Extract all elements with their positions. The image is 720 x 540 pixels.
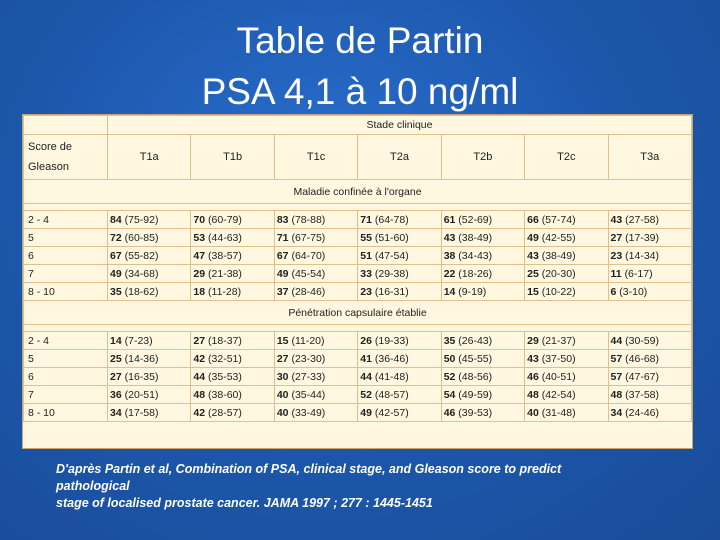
probability-cell — [608, 332, 691, 350]
probability-value: 83 — [276, 213, 289, 226]
confidence-interval: (19-33) — [374, 334, 409, 347]
probability-cell — [525, 386, 608, 404]
gleason-score-cell: 6 — [24, 368, 108, 386]
gleason-score-cell: 7 — [24, 265, 108, 283]
gleason-score-cell: 8 - 10 — [24, 283, 108, 301]
probability-cell — [608, 247, 691, 265]
probability-value: 43 — [527, 249, 539, 262]
gleason-score-cell: 8 - 10 — [24, 404, 108, 422]
probability-cell — [525, 265, 608, 283]
probability-value: 46 — [443, 406, 456, 419]
confidence-interval: (60-79) — [208, 213, 242, 226]
gleason-score-cell: 6 — [24, 247, 108, 265]
column-header-t3a: T3a — [608, 135, 691, 180]
confidence-interval: (20-30) — [541, 267, 576, 280]
confidence-interval: (39-53) — [458, 406, 493, 419]
probability-value: 43 — [527, 352, 539, 365]
confidence-interval: (29-38) — [374, 267, 409, 280]
confidence-interval: (27-58) — [625, 213, 659, 226]
table-row — [24, 368, 692, 386]
table-row — [24, 265, 692, 283]
gleason-header — [24, 135, 108, 180]
probability-value: 44 — [193, 370, 206, 383]
confidence-interval: (51-60) — [374, 231, 409, 244]
confidence-interval: (41-48) — [374, 370, 409, 383]
probability-cell — [274, 386, 357, 404]
probability-value: 25 — [110, 352, 122, 365]
probability-cell — [358, 386, 441, 404]
confidence-interval: (36-46) — [374, 352, 409, 365]
probability-cell — [525, 229, 608, 247]
confidence-interval: (14-36) — [124, 352, 159, 365]
probability-cell — [191, 350, 274, 368]
probability-value: 70 — [193, 213, 206, 226]
probability-cell — [274, 350, 357, 368]
confidence-interval: (14-34) — [625, 249, 659, 262]
probability-cell — [274, 283, 357, 301]
probability-cell — [441, 332, 524, 350]
probability-cell — [108, 247, 191, 265]
probability-cell — [441, 404, 524, 422]
empty-corner-cell — [24, 116, 108, 135]
probability-value: 49 — [110, 267, 122, 280]
probability-value: 84 — [110, 213, 122, 226]
confidence-interval: (27-33) — [291, 370, 326, 383]
probability-cell — [108, 332, 191, 350]
page-subtitle: PSA 4,1 à 10 ng/ml — [201, 71, 519, 112]
probability-value: 36 — [110, 388, 122, 401]
probability-cell — [608, 386, 691, 404]
probability-cell — [274, 404, 357, 422]
probability-cell — [108, 404, 191, 422]
probability-cell — [441, 386, 524, 404]
spacer-cell — [24, 204, 692, 211]
probability-value: 14 — [110, 334, 122, 347]
probability-value: 51 — [360, 249, 372, 262]
probability-value: 49 — [527, 231, 539, 244]
confidence-interval: (21-37) — [541, 334, 576, 347]
probability-cell — [608, 211, 691, 229]
confidence-interval: (18-62) — [124, 285, 159, 298]
probability-value: 43 — [610, 213, 623, 226]
caption-line-3: stage of localised prostate cancer. JAMA 1997 ; 277 : 1445-1451 — [56, 496, 433, 510]
probability-cell — [608, 404, 691, 422]
probability-value: 40 — [527, 406, 539, 419]
probability-value: 30 — [276, 370, 289, 383]
confidence-interval: (30-59) — [625, 334, 659, 347]
probability-cell — [274, 211, 357, 229]
probability-cell — [441, 247, 524, 265]
probability-value: 72 — [110, 231, 122, 244]
confidence-interval: (11-20) — [291, 334, 325, 347]
confidence-interval: (33-49) — [291, 406, 326, 419]
column-header-t1c: T1c — [274, 135, 357, 180]
confidence-interval: (28-46) — [291, 285, 326, 298]
probability-value: 29 — [527, 334, 539, 347]
probability-value: 42 — [193, 406, 206, 419]
confidence-interval: (21-38) — [208, 267, 242, 280]
confidence-interval: (35-44) — [291, 388, 326, 401]
confidence-interval: (9-19) — [458, 285, 487, 298]
confidence-interval: (17-58) — [124, 406, 159, 419]
probability-cell — [108, 368, 191, 386]
confidence-interval: (37-58) — [625, 388, 659, 401]
probability-cell — [608, 265, 691, 283]
confidence-interval: (16-35) — [124, 370, 159, 383]
confidence-interval: (48-56) — [458, 370, 493, 383]
confidence-interval: (20-51) — [124, 388, 159, 401]
gleason-header-line1: Score de — [28, 141, 73, 153]
confidence-interval: (47-67) — [625, 370, 659, 383]
confidence-interval: (3-10) — [619, 285, 648, 298]
probability-cell — [441, 265, 524, 283]
confidence-interval: (17-39) — [625, 231, 659, 244]
confidence-interval: (16-31) — [374, 285, 409, 298]
probability-value: 34 — [110, 406, 122, 419]
confidence-interval: (37-50) — [541, 352, 576, 365]
probability-cell — [274, 229, 357, 247]
table-row — [24, 350, 692, 368]
probability-value: 46 — [527, 370, 539, 383]
probability-value: 15 — [527, 285, 539, 298]
probability-value: 67 — [276, 249, 289, 262]
spacer-row — [24, 204, 692, 211]
confidence-interval: (47-54) — [374, 249, 409, 262]
probability-cell — [525, 404, 608, 422]
table-row — [24, 283, 692, 301]
confidence-interval: (57-74) — [541, 213, 576, 226]
probability-cell — [525, 247, 608, 265]
confidence-interval: (55-82) — [124, 249, 159, 262]
probability-cell — [358, 265, 441, 283]
probability-value: 40 — [276, 388, 289, 401]
probability-value: 38 — [443, 249, 456, 262]
table-row — [24, 404, 692, 422]
probability-value: 52 — [360, 388, 372, 401]
probability-cell — [358, 283, 441, 301]
confidence-interval: (31-48) — [541, 406, 576, 419]
confidence-interval: (38-60) — [208, 388, 242, 401]
gleason-score-cell: 2 - 4 — [24, 332, 108, 350]
probability-value: 42 — [193, 352, 206, 365]
probability-value: 47 — [193, 249, 206, 262]
table-header-row — [24, 116, 692, 135]
probability-value: 49 — [276, 267, 289, 280]
probability-cell — [608, 229, 691, 247]
probability-cell — [108, 229, 191, 247]
probability-cell — [191, 229, 274, 247]
confidence-interval: (67-75) — [291, 231, 326, 244]
confidence-interval: (40-51) — [541, 370, 576, 383]
probability-value: 23 — [610, 249, 623, 262]
stade-clinique-header: Stade clinique — [108, 116, 692, 135]
probability-value: 52 — [443, 370, 456, 383]
confidence-interval: (64-78) — [374, 213, 409, 226]
caption-line-2: pathological — [56, 479, 130, 493]
confidence-interval: (78-88) — [291, 213, 326, 226]
probability-value: 35 — [110, 285, 122, 298]
confidence-interval: (42-54) — [541, 388, 576, 401]
table-row — [24, 386, 692, 404]
table-row — [24, 229, 692, 247]
confidence-interval: (6-17) — [624, 267, 653, 280]
probability-cell — [358, 368, 441, 386]
probability-value: 48 — [610, 388, 623, 401]
spacer-row — [24, 325, 692, 332]
probability-cell — [441, 211, 524, 229]
probability-cell — [108, 265, 191, 283]
probability-value: 71 — [276, 231, 289, 244]
confidence-interval: (42-57) — [374, 406, 409, 419]
column-header-t1a: T1a — [108, 135, 191, 180]
probability-value: 54 — [443, 388, 456, 401]
probability-cell — [608, 350, 691, 368]
probability-value: 27 — [110, 370, 122, 383]
confidence-interval: (38-57) — [208, 249, 242, 262]
probability-cell — [358, 404, 441, 422]
gleason-score-cell: 5 — [24, 229, 108, 247]
probability-cell — [191, 386, 274, 404]
probability-value: 37 — [276, 285, 289, 298]
section-label: Maladie confinée à l'organe — [24, 180, 692, 204]
probability-value: 61 — [443, 213, 456, 226]
probability-cell — [358, 247, 441, 265]
confidence-interval: (10-22) — [541, 285, 576, 298]
section-label: Pénétration capsulaire établie — [24, 301, 692, 325]
probability-value: 22 — [443, 267, 456, 280]
confidence-interval: (38-49) — [458, 231, 493, 244]
probability-value: 25 — [527, 267, 539, 280]
probability-value: 26 — [360, 334, 372, 347]
probability-cell — [191, 404, 274, 422]
section-header-row — [24, 180, 692, 204]
confidence-interval: (7-23) — [124, 334, 153, 347]
probability-cell — [191, 283, 274, 301]
confidence-interval: (11-28) — [208, 285, 242, 298]
probability-value: 6 — [610, 285, 617, 298]
probability-cell — [358, 229, 441, 247]
probability-value: 27 — [193, 334, 206, 347]
probability-cell — [191, 332, 274, 350]
probability-value: 33 — [360, 267, 372, 280]
probability-value: 18 — [193, 285, 206, 298]
confidence-interval: (32-51) — [208, 352, 242, 365]
probability-value: 40 — [276, 406, 289, 419]
probability-value: 29 — [193, 267, 206, 280]
confidence-interval: (45-55) — [458, 352, 493, 365]
spacer-cell — [24, 325, 692, 332]
gleason-score-cell: 5 — [24, 350, 108, 368]
probability-value: 49 — [360, 406, 372, 419]
probability-cell — [274, 332, 357, 350]
confidence-interval: (18-37) — [208, 334, 242, 347]
caption-line-1: D'après Partin et al, Combination of PSA, clinical stage, and Gleason score to predict — [56, 462, 562, 476]
table-row — [24, 332, 692, 350]
column-header-row — [24, 135, 692, 180]
probability-cell — [525, 350, 608, 368]
probability-cell — [274, 265, 357, 283]
probability-value: 27 — [276, 352, 289, 365]
confidence-interval: (23-30) — [291, 352, 326, 365]
gleason-score-cell: 7 — [24, 386, 108, 404]
section-header-row — [24, 301, 692, 325]
probability-cell — [274, 368, 357, 386]
probability-cell — [358, 211, 441, 229]
confidence-interval: (49-59) — [458, 388, 493, 401]
partin-table — [23, 115, 692, 422]
probability-value: 15 — [276, 334, 289, 347]
confidence-interval: (75-92) — [124, 213, 159, 226]
probability-cell — [525, 368, 608, 386]
confidence-interval: (26-43) — [458, 334, 493, 347]
probability-cell — [441, 283, 524, 301]
probability-cell — [441, 368, 524, 386]
probability-value: 34 — [610, 406, 623, 419]
confidence-interval: (18-26) — [458, 267, 493, 280]
probability-cell — [191, 247, 274, 265]
confidence-interval: (46-68) — [625, 352, 659, 365]
probability-value: 41 — [360, 352, 372, 365]
probability-cell — [608, 283, 691, 301]
probability-value: 48 — [193, 388, 206, 401]
gleason-score-cell: 2 - 4 — [24, 211, 108, 229]
confidence-interval: (52-69) — [458, 213, 493, 226]
probability-value: 23 — [360, 285, 372, 298]
probability-cell — [358, 350, 441, 368]
confidence-interval: (35-53) — [208, 370, 242, 383]
probability-cell — [191, 211, 274, 229]
probability-value: 44 — [360, 370, 372, 383]
probability-value: 44 — [610, 334, 623, 347]
partin-table-container — [22, 114, 693, 449]
column-header-t2c: T2c — [525, 135, 608, 180]
confidence-interval: (44-63) — [208, 231, 242, 244]
probability-value: 35 — [443, 334, 456, 347]
probability-value: 11 — [610, 267, 622, 280]
probability-cell — [191, 368, 274, 386]
probability-value: 27 — [610, 231, 623, 244]
probability-value: 53 — [193, 231, 206, 244]
probability-cell — [441, 229, 524, 247]
probability-cell — [525, 211, 608, 229]
confidence-interval: (24-46) — [625, 406, 659, 419]
probability-value: 43 — [443, 231, 456, 244]
source-caption — [56, 461, 676, 512]
probability-cell — [358, 332, 441, 350]
table-row — [24, 211, 692, 229]
confidence-interval: (60-85) — [124, 231, 159, 244]
probability-cell — [441, 350, 524, 368]
column-header-t1b: T1b — [191, 135, 274, 180]
probability-value: 67 — [110, 249, 122, 262]
probability-cell — [191, 265, 274, 283]
confidence-interval: (45-54) — [291, 267, 326, 280]
probability-cell — [108, 350, 191, 368]
probability-value: 50 — [443, 352, 456, 365]
probability-value: 57 — [610, 370, 623, 383]
confidence-interval: (64-70) — [291, 249, 326, 262]
confidence-interval: (48-57) — [374, 388, 409, 401]
probability-value: 14 — [443, 285, 456, 298]
probability-cell — [274, 247, 357, 265]
probability-cell — [525, 283, 608, 301]
probability-value: 57 — [610, 352, 623, 365]
probability-cell — [608, 368, 691, 386]
probability-cell — [108, 211, 191, 229]
probability-cell — [525, 332, 608, 350]
confidence-interval: (34-43) — [458, 249, 493, 262]
confidence-interval: (38-49) — [541, 249, 576, 262]
probability-cell — [108, 283, 191, 301]
column-header-t2a: T2a — [358, 135, 441, 180]
gleason-header-line2: Gleason — [28, 161, 69, 173]
confidence-interval: (28-57) — [208, 406, 242, 419]
probability-value: 48 — [527, 388, 539, 401]
page-title: Table de Partin — [236, 20, 484, 61]
probability-value: 66 — [527, 213, 539, 226]
table-row — [24, 247, 692, 265]
confidence-interval: (42-55) — [541, 231, 576, 244]
confidence-interval: (34-68) — [124, 267, 159, 280]
probability-value: 71 — [360, 213, 372, 226]
column-header-t2b: T2b — [441, 135, 524, 180]
probability-value: 55 — [360, 231, 372, 244]
probability-cell — [108, 386, 191, 404]
